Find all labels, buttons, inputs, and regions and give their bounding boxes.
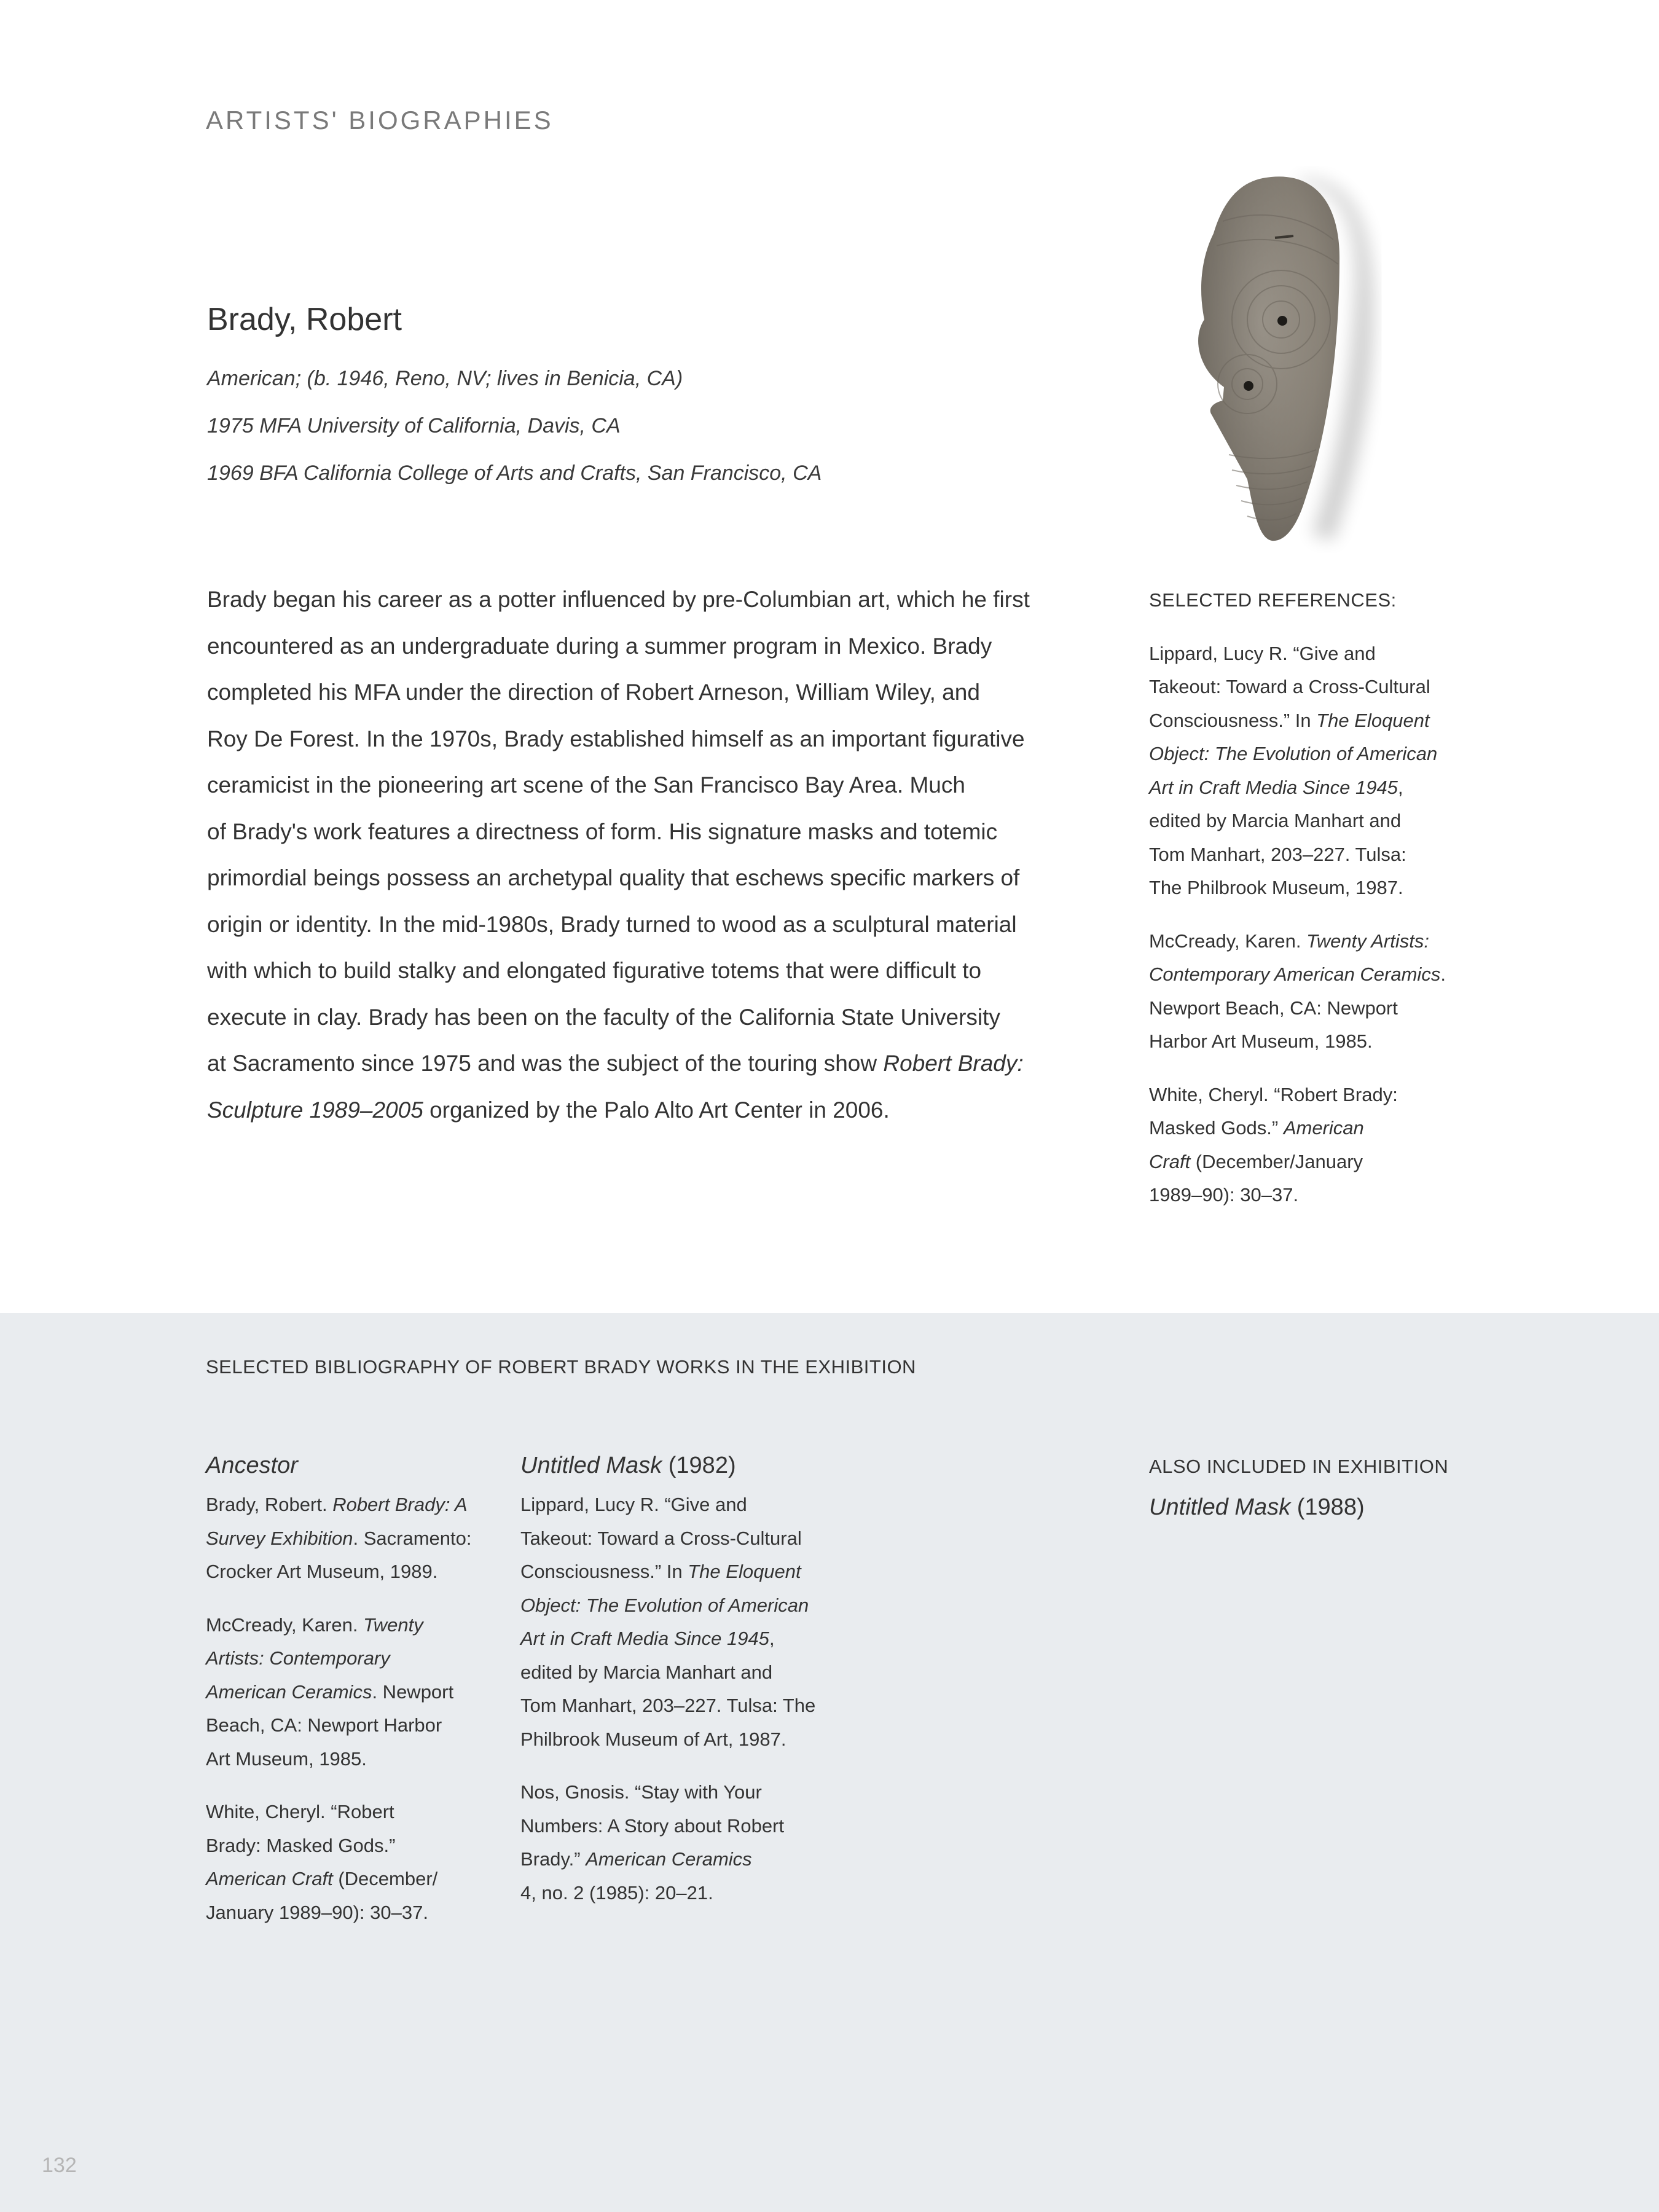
bib-line xyxy=(520,1555,815,1589)
bib-line: Nos, Gnosis. “Stay with Your xyxy=(520,1781,762,1803)
bib-title: Art in Craft Media Since 1945 xyxy=(520,1628,769,1649)
bib-line: January 1989–90): 30–37. xyxy=(206,1901,428,1923)
bibliography-untitled-mask-1982 xyxy=(520,1449,815,1929)
ref-line xyxy=(1149,925,1469,959)
artist-bfa: 1969 BFA California College of Arts and Crafts, San Francisco, CA xyxy=(207,461,822,485)
bib-line: Art Museum, 1985. xyxy=(206,1747,367,1770)
bib-title: Survey Exhibition xyxy=(206,1527,353,1549)
artist-mfa: 1975 MFA University of California, Davis, CA xyxy=(207,414,621,437)
artist-name: Brady, Robert xyxy=(207,302,402,337)
bio-line: encountered as an undergraduate during a summer program in Mexico. Brady xyxy=(207,633,992,659)
bib-entry-lippard xyxy=(520,1488,815,1756)
ref-line xyxy=(1149,771,1469,805)
ref-text: McCready, Karen. xyxy=(1149,930,1307,952)
work-year: (1988) xyxy=(1290,1494,1365,1520)
bib-line: White, Cheryl. “Robert xyxy=(206,1801,394,1822)
bibliography-title: SELECTED BIBLIOGRAPHY OF ROBERT BRADY WORKS IN THE EXHIBITION xyxy=(206,1356,916,1378)
ref-text: Masked Gods.” xyxy=(1149,1117,1284,1139)
bib-title: The Eloquent xyxy=(688,1561,801,1582)
bib-title: Robert Brady: A xyxy=(332,1494,468,1515)
bio-line: Roy De Forest. In the 1970s, Brady established himself as an important figurative xyxy=(207,726,1025,751)
bio-line: origin or identity. In the mid-1980s, Brady turned to wood as a sculptural material xyxy=(207,911,1017,937)
bio-show-title: Sculpture 1989–2005 xyxy=(207,1097,423,1123)
ref-line: Newport Beach, CA: Newport xyxy=(1149,997,1398,1019)
page-number: 132 xyxy=(42,2154,77,2177)
also-included xyxy=(1149,1450,1469,1524)
ref-line: Lippard, Lucy R. “Give and xyxy=(1149,642,1376,664)
ref-text: Consciousness.” In xyxy=(1149,709,1317,731)
section-header: ARTISTS' BIOGRAPHIES xyxy=(206,106,554,135)
bib-entry-mccready xyxy=(206,1609,488,1776)
ref-line xyxy=(1149,1112,1469,1145)
bio-text: organized by the Palo Alto Art Center in 2006. xyxy=(423,1097,890,1123)
bib-line xyxy=(206,1609,488,1642)
bib-entry-brady xyxy=(206,1488,488,1589)
bib-line xyxy=(206,1488,488,1522)
bib-line: Numbers: A Story about Robert xyxy=(520,1814,785,1837)
ref-line: The Philbrook Museum, 1987. xyxy=(1149,877,1403,898)
bib-line xyxy=(206,1676,488,1709)
bib-line: Takeout: Toward a Cross-Cultural xyxy=(520,1527,802,1549)
bib-line xyxy=(520,1843,815,1877)
bio-line xyxy=(207,1040,1043,1087)
reference-mccready xyxy=(1149,925,1469,1059)
artist-facts xyxy=(207,366,1006,508)
bio-show-title: Robert Brady: xyxy=(883,1051,1024,1076)
work-title-ancestor: Ancestor xyxy=(206,1453,298,1478)
bib-line: 4, no. 2 (1985): 20–21. xyxy=(520,1881,713,1904)
bio-line: of Brady's work features a directness of form. His signature masks and totemic xyxy=(207,818,998,844)
bib-title: Artists: Contemporary xyxy=(206,1647,390,1669)
bib-text: McCready, Karen. xyxy=(206,1614,364,1636)
bib-text: (December/ xyxy=(332,1868,438,1889)
bib-title: Twenty xyxy=(363,1614,423,1636)
bib-title: Object: The Evolution of American xyxy=(520,1594,809,1616)
bib-line: Lippard, Lucy R. “Give and xyxy=(520,1494,747,1515)
ref-title: Art in Craft Media Since 1945 xyxy=(1149,776,1398,798)
ref-line: White, Cheryl. “Robert Brady: xyxy=(1149,1083,1398,1105)
bib-text: Consciousness.” In xyxy=(520,1561,688,1582)
bio-line: completed his MFA under the direction of Robert Arneson, William Wiley, and xyxy=(207,680,980,705)
bibliography-ancestor xyxy=(206,1449,488,1949)
work-title: Untitled Mask xyxy=(520,1453,662,1478)
references-title: SELECTED REFERENCES: xyxy=(1149,589,1397,611)
ref-text: . xyxy=(1440,963,1446,985)
ref-line: Tom Manhart, 203–227. Tulsa: xyxy=(1149,843,1406,865)
bib-title: American Craft xyxy=(206,1868,333,1889)
ref-title: Object: The Evolution of American xyxy=(1149,743,1438,764)
ref-line: Takeout: Toward a Cross-Cultural xyxy=(1149,676,1430,697)
ref-line: Harbor Art Museum, 1985. xyxy=(1149,1030,1373,1052)
selected-references xyxy=(1149,584,1469,1232)
bib-line: edited by Marcia Manhart and xyxy=(520,1661,773,1683)
ref-line xyxy=(1149,704,1469,738)
bib-line xyxy=(520,1622,815,1656)
also-included-title: ALSO INCLUDED IN EXHIBITION xyxy=(1149,1456,1449,1477)
bib-line: Brady: Masked Gods.” xyxy=(206,1834,396,1856)
bio-line xyxy=(207,1087,1043,1134)
work-title-untitled-mask-1982 xyxy=(520,1449,815,1482)
work-year: (1982) xyxy=(662,1453,736,1478)
bib-entry-white xyxy=(206,1795,488,1929)
ref-line: 1989–90): 30–37. xyxy=(1149,1184,1299,1206)
biography-paragraph xyxy=(207,576,1043,1133)
bib-line xyxy=(206,1862,488,1896)
ref-title: American xyxy=(1283,1117,1364,1139)
bib-line: Crocker Art Museum, 1989. xyxy=(206,1561,438,1582)
bib-text: . Newport xyxy=(372,1681,454,1703)
bio-line: ceramicist in the pioneering art scene of the San Francisco Bay Area. Much xyxy=(207,772,965,798)
bib-entry-nos xyxy=(520,1776,815,1910)
ref-line xyxy=(1149,1145,1469,1179)
ref-title: Twenty Artists: xyxy=(1306,930,1429,952)
reference-lippard xyxy=(1149,637,1469,905)
ref-title: The Eloquent xyxy=(1316,709,1430,731)
also-included-item xyxy=(1149,1491,1469,1524)
artist-nationality: American; (b. 1946, Reno, NV; lives in Benicia, CA) xyxy=(207,367,683,390)
bio-line: Brady began his career as a potter influenced by pre-Columbian art, which he first xyxy=(207,587,1030,612)
bib-line: Tom Manhart, 203–227. Tulsa: The xyxy=(520,1695,816,1716)
reference-white xyxy=(1149,1078,1469,1212)
ref-text: , xyxy=(1397,776,1403,798)
bio-line: primordial beings possess an archetypal quality that eschews specific markers of xyxy=(207,865,1020,890)
bib-text: Brady.” xyxy=(520,1848,586,1870)
bib-text: . Sacramento: xyxy=(353,1527,472,1549)
bib-line: Philbrook Museum of Art, 1987. xyxy=(520,1728,786,1750)
ref-title: Contemporary American Ceramics xyxy=(1149,963,1441,985)
work-title: Untitled Mask xyxy=(1149,1494,1291,1520)
bio-line: execute in clay. Brady has been on the faculty of the California State University xyxy=(207,1004,1000,1030)
bib-text: Brady, Robert. xyxy=(206,1494,333,1515)
bib-title: American Ceramics xyxy=(206,1681,372,1703)
bib-title: American Ceramics xyxy=(586,1848,752,1870)
bio-text: at Sacramento since 1975 and was the subject of the touring show xyxy=(207,1051,884,1076)
bib-text: , xyxy=(769,1628,775,1649)
bib-line: Beach, CA: Newport Harbor xyxy=(206,1714,442,1736)
bib-line xyxy=(206,1522,488,1556)
ref-line xyxy=(1149,958,1469,992)
ref-line: edited by Marcia Manhart and xyxy=(1149,810,1402,831)
ref-text: (December/January xyxy=(1190,1150,1363,1172)
mask-artwork-image xyxy=(1155,166,1401,553)
bio-line: with which to build stalky and elongated figurative totems that were difficult to xyxy=(207,958,982,983)
ref-title: Craft xyxy=(1149,1150,1191,1172)
